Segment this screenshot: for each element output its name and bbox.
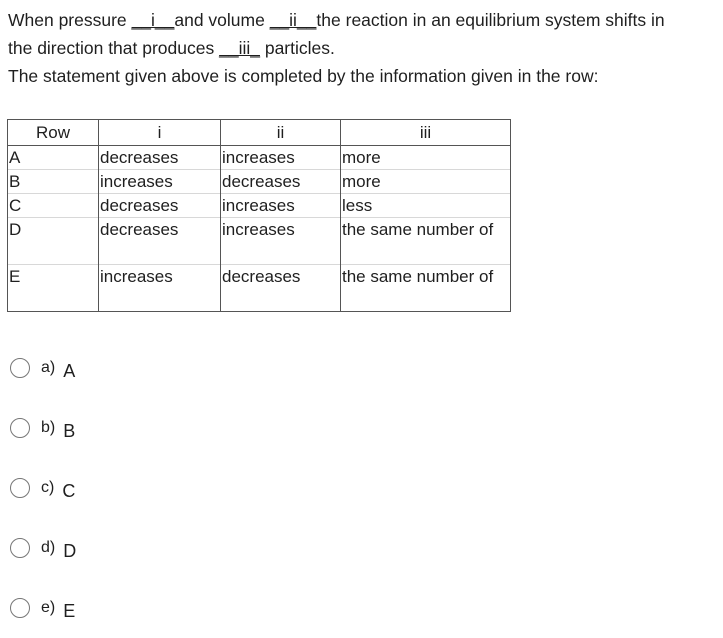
option-text: B [63, 420, 76, 441]
cell-i: decreases [99, 146, 221, 170]
header-iii: iii [341, 120, 511, 146]
table-row [8, 194, 511, 218]
radio-button-e[interactable] [10, 598, 30, 618]
table-row [8, 146, 511, 170]
cell-i: increases [99, 265, 221, 312]
cell-ii: increases [221, 194, 341, 218]
header-i: i [99, 120, 221, 146]
table-row [8, 265, 511, 312]
cell-row: B [8, 170, 99, 194]
header-row: Row [8, 120, 99, 146]
option-e[interactable] [10, 578, 76, 638]
cell-row: E [8, 265, 99, 312]
option-letter: c) [41, 479, 55, 496]
option-text: C [62, 480, 76, 501]
question-line-3: The statement given above is completed by the information given in the row: [8, 66, 599, 86]
cell-iii: the same number of [341, 218, 511, 265]
radio-button-c[interactable] [10, 478, 30, 498]
option-c[interactable] [10, 458, 76, 518]
option-text: E [63, 600, 76, 621]
cell-ii: decreases [221, 170, 341, 194]
cell-ii: decreases [221, 265, 341, 312]
blank-ii: __ii__ [269, 10, 317, 30]
question-line-2: the direction that produces __iii_ particles. [8, 38, 335, 58]
option-text: D [63, 540, 77, 561]
radio-button-b[interactable] [10, 418, 30, 438]
radio-button-a[interactable] [10, 358, 30, 378]
answer-table [7, 119, 511, 312]
question-line-1: When pressure __i__and volume __ii__the reaction in an equilibrium system shifts in [8, 10, 665, 30]
question-text [8, 6, 720, 90]
answer-options [10, 338, 76, 638]
option-letter: b) [41, 419, 56, 436]
option-a[interactable] [10, 338, 76, 398]
cell-i: increases [99, 170, 221, 194]
table-header-row [8, 120, 511, 146]
table-row [8, 170, 511, 194]
cell-iii: more [341, 170, 511, 194]
cell-row: D [8, 218, 99, 265]
cell-i: decreases [99, 218, 221, 265]
option-b[interactable] [10, 398, 76, 458]
cell-iii: the same number of [341, 265, 511, 312]
header-ii: ii [221, 120, 341, 146]
option-d[interactable] [10, 518, 76, 578]
radio-button-d[interactable] [10, 538, 30, 558]
cell-row: C [8, 194, 99, 218]
option-letter: e) [41, 599, 56, 616]
option-letter: a) [41, 359, 56, 376]
table-row [8, 218, 511, 265]
option-letter: d) [41, 539, 56, 556]
cell-row: A [8, 146, 99, 170]
option-text: A [63, 360, 76, 381]
cell-iii: less [341, 194, 511, 218]
blank-iii: __iii_ [219, 38, 260, 58]
cell-ii: increases [221, 218, 341, 265]
cell-i: decreases [99, 194, 221, 218]
cell-iii: more [341, 146, 511, 170]
cell-ii: increases [221, 146, 341, 170]
blank-i: __i__ [131, 10, 175, 30]
